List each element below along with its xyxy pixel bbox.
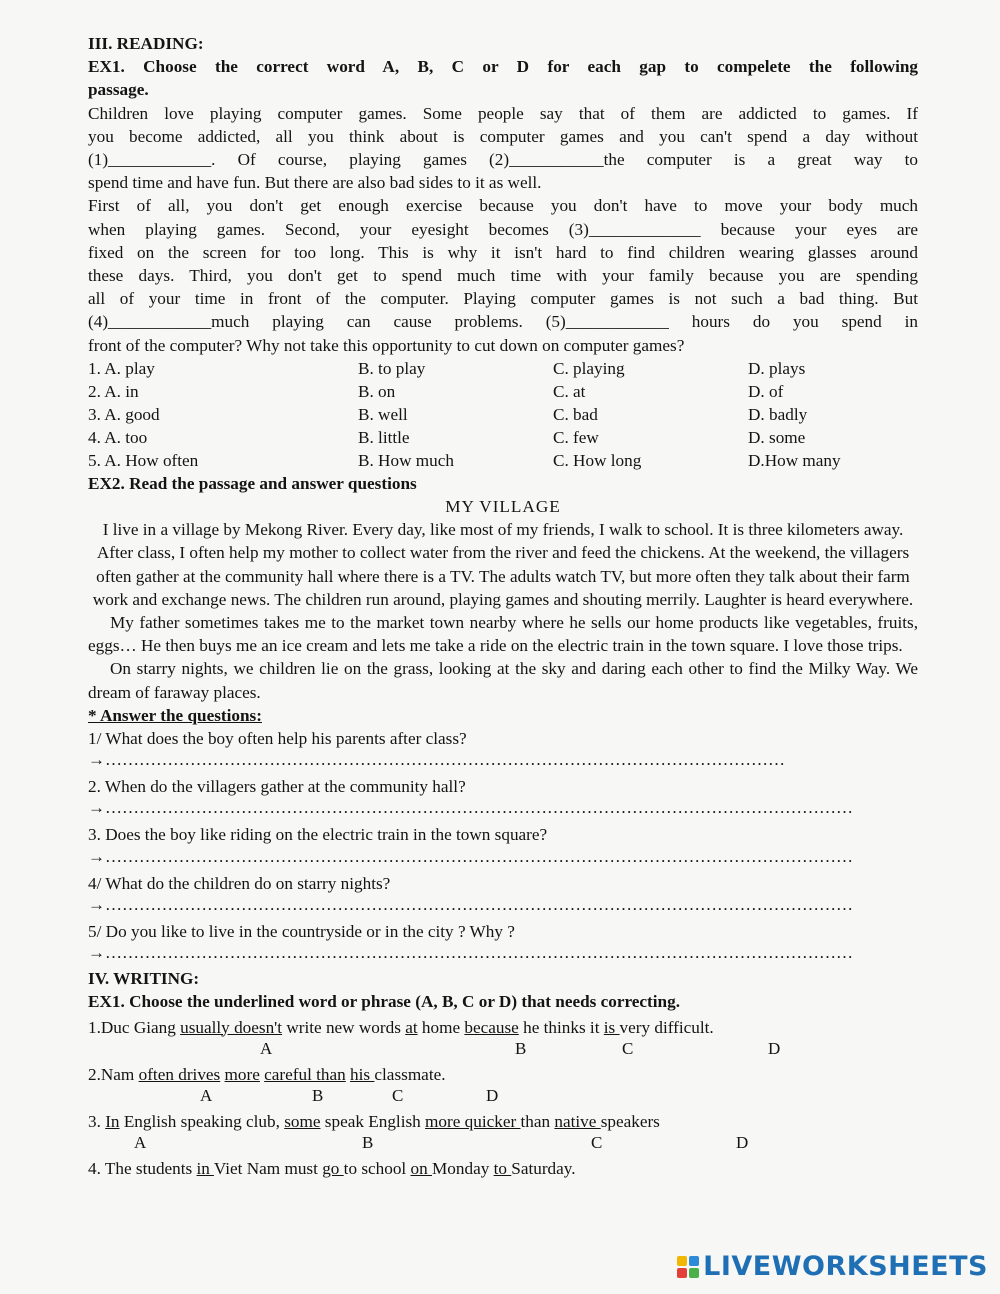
passage-line: when playing games. Second, your eyesight becomes (3)_____________ because your eyes are <box>88 219 918 239</box>
option-c-phrase[interactable]: on <box>410 1158 432 1178</box>
letter-d: D <box>486 1085 499 1105</box>
option-a[interactable]: 5. A. How often <box>88 450 199 470</box>
item-text: Saturday. <box>511 1158 576 1178</box>
question-5: 5/ Do you like to live in the countryside or in the city ? Why ? <box>88 921 515 941</box>
item-text: speak English <box>320 1111 426 1131</box>
option-d[interactable]: D. of <box>748 381 784 401</box>
liveworksheets-logo[interactable] <box>677 1251 988 1282</box>
option-b-phrase[interactable]: at <box>405 1017 418 1037</box>
item-text: Monday <box>432 1158 494 1178</box>
error-item-1 <box>88 1017 918 1039</box>
letter-a: A <box>200 1085 213 1105</box>
option-a-phrase[interactable]: often drives <box>138 1064 221 1084</box>
item-text: 1.Duc Giang <box>88 1017 181 1037</box>
passage-line: (4)____________much playing can cause problems. (5)____________ hours do you spend in <box>88 312 918 332</box>
passage-line: front of the computer? Why not take this opportunity to cut down on computer games? <box>88 335 685 355</box>
letter-b: B <box>515 1038 527 1058</box>
passage-line: fixed on the screen for too long. This is why it isn't hard to find children wearing glasses around <box>88 242 918 262</box>
ex2-title: EX2. Read the passage and answer questions <box>88 473 417 493</box>
letters-row-2 <box>88 1086 918 1108</box>
letters-row-3 <box>88 1133 918 1155</box>
item-text: 2.Nam <box>88 1064 139 1084</box>
arrow-icon: → <box>88 750 105 770</box>
option-row-4 <box>88 426 918 449</box>
passage-line: all of your time in front of the computer. Playing computer games is not such a bad thing. But <box>88 289 918 309</box>
error-item-4 <box>88 1158 918 1180</box>
option-c[interactable]: C. at <box>553 381 586 401</box>
story-paragraph-1: I live in a village by Mekong River. Every day, like most of my friends, I walk to school. It is three kilometers away. After class, I often help my mother to collect water from the river and feed the chickens. At the weekend, the villagers often gather at the community hall where there is a TV. The adults watch TV, but more often they talk about their farm work and exchange news. The children run around, playing games and shouting merrily. Laughter is heard everywhere. <box>92 520 914 609</box>
option-row-3 <box>88 403 918 426</box>
story-paragraph-2: My father sometimes takes me to the market town nearby where he sells our home products like vegetables, fruits, eggs… He then buys me an ice cream and lets me take a ride on the electric train in the town square. I love those trips. <box>88 613 918 656</box>
error-item-3 <box>88 1111 918 1133</box>
option-d[interactable]: D. some <box>748 427 806 447</box>
reading-heading: III. READING: <box>88 34 204 53</box>
passage-line: First of all, you don't get enough exercise because you don't have to move your body much <box>88 196 918 216</box>
option-d[interactable]: D. badly <box>748 404 808 424</box>
ex1-passage <box>88 102 918 357</box>
answer-line-1[interactable]: →………………………………………………………………………………………………………… <box>88 750 785 770</box>
letter-c: C <box>392 1085 404 1105</box>
option-d-phrase[interactable]: his <box>350 1064 375 1084</box>
item-text: Viet Nam must <box>213 1158 323 1178</box>
item-text: he thinks it <box>518 1017 604 1037</box>
logo-icon <box>677 1256 699 1278</box>
item-text: English speaking club, <box>119 1111 285 1131</box>
arrow-icon: → <box>88 894 105 914</box>
answer-line-3[interactable]: →…………………………………………………………………………………………………………………… <box>88 846 853 866</box>
option-b[interactable]: B. to play <box>358 358 426 378</box>
story-title: MY VILLAGE <box>445 497 561 517</box>
logo-square <box>689 1268 699 1278</box>
item-text: write new words <box>282 1017 406 1037</box>
option-b[interactable]: B. on <box>358 381 396 401</box>
passage-line: these days. Third, you don't get to spend much time with your family because you are spending <box>88 266 918 286</box>
writing-ex1-title: EX1. Choose the underlined word or phrase (A, B, C or D) that needs correcting. <box>88 992 680 1012</box>
arrow-icon: → <box>88 846 105 866</box>
option-d[interactable]: D.How many <box>748 450 841 470</box>
option-a-phrase[interactable]: usually doesn't <box>180 1017 283 1037</box>
option-a-phrase[interactable]: In <box>105 1111 120 1131</box>
option-d-phrase[interactable]: to <box>493 1158 512 1178</box>
item-text: very difficult. <box>619 1017 714 1037</box>
story-paragraph-3: On starry nights, we children lie on the grass, looking at the sky and daring each other to find the Milky Way. We dream of faraway places. <box>88 659 918 702</box>
answer-line-4[interactable]: →…………………………………………………………………………………………………………………… <box>88 894 853 914</box>
option-c[interactable]: C. bad <box>553 404 598 424</box>
passage-line: (1)____________. Of course, playing games (2)___________the computer is a great way to <box>88 150 918 170</box>
logo-square <box>677 1256 687 1266</box>
option-c[interactable]: C. How long <box>553 450 642 470</box>
answer-heading: * Answer the questions: <box>88 705 262 725</box>
arrow-icon: → <box>88 943 105 963</box>
answer-line-5[interactable]: →…………………………………………………………………………………………………………………… <box>88 943 853 963</box>
option-a[interactable]: 4. A. too <box>88 427 148 447</box>
error-item-2 <box>88 1064 918 1086</box>
option-c-phrase[interactable]: careful than <box>264 1064 346 1084</box>
ex1-options <box>88 357 918 472</box>
letter-d: D <box>736 1132 749 1152</box>
option-b-phrase[interactable]: more <box>224 1064 260 1084</box>
option-b[interactable]: B. little <box>358 427 410 447</box>
option-a[interactable]: 2. A. in <box>88 381 139 401</box>
question-4: 4/ What do the children do on starry nights? <box>88 873 391 893</box>
item-text: home <box>417 1017 465 1037</box>
option-c[interactable]: C. few <box>553 427 599 447</box>
option-b[interactable]: B. How much <box>358 450 454 470</box>
question-list <box>88 727 918 963</box>
item-text: 3. <box>88 1111 106 1131</box>
letters-row-1 <box>88 1039 918 1061</box>
option-c[interactable]: C. playing <box>553 358 625 378</box>
item-text: to school <box>343 1158 411 1178</box>
item-text: speakers <box>600 1111 660 1131</box>
option-a[interactable]: 3. A. good <box>88 404 160 424</box>
arrow-icon: → <box>88 798 105 818</box>
writing-heading: IV. WRITING: <box>88 969 200 989</box>
option-a-phrase[interactable]: in <box>196 1158 214 1178</box>
story-text <box>88 518 918 704</box>
letter-c: C <box>622 1038 634 1058</box>
item-text: 4. The students <box>88 1158 197 1178</box>
passage-line: spend time and have fun. But there are also bad sides to it as well. <box>88 173 542 193</box>
question-1: 1/ What does the boy often help his parents after class? <box>88 729 467 749</box>
option-b-phrase[interactable]: go <box>322 1158 344 1178</box>
option-b-phrase[interactable]: some <box>284 1111 321 1131</box>
logo-text: LIVEWORKSHEETS <box>703 1251 988 1282</box>
letter-a: A <box>134 1132 147 1152</box>
option-row-1 <box>88 357 918 380</box>
option-d-phrase[interactable]: native <box>554 1111 601 1131</box>
passage-line: Children love playing computer games. Some people say that of them are addicted to games. If <box>88 103 918 123</box>
letter-d: D <box>768 1038 781 1058</box>
answer-line-2[interactable]: →…………………………………………………………………………………………………………………… <box>88 798 853 818</box>
letter-c: C <box>591 1132 603 1152</box>
option-row-2 <box>88 380 918 403</box>
passage-line: you become addicted, all you think about is computer games and you can't spend a day without <box>88 126 918 146</box>
worksheet-page <box>88 32 918 1180</box>
logo-square <box>689 1256 699 1266</box>
item-text: than <box>520 1111 555 1131</box>
option-d-phrase[interactable]: is <box>603 1017 620 1037</box>
option-b[interactable]: B. well <box>358 404 408 424</box>
logo-square <box>677 1268 687 1278</box>
option-a[interactable]: 1. A. play <box>88 358 155 378</box>
letter-a: A <box>260 1038 273 1058</box>
option-row-5 <box>88 449 918 472</box>
option-d[interactable]: D. plays <box>748 358 806 378</box>
option-c-phrase[interactable]: because <box>464 1017 519 1037</box>
option-c-phrase[interactable]: more quicker <box>425 1111 521 1131</box>
ex1-title-line1: EX1. Choose the correct word A, B, C or D for each gap to compelete the following <box>88 57 918 77</box>
question-2: 2. When do the villagers gather at the community hall? <box>88 777 466 797</box>
letter-b: B <box>312 1085 324 1105</box>
question-3: 3. Does the boy like riding on the electric train in the town square? <box>88 825 548 845</box>
item-text: classmate. <box>374 1064 446 1084</box>
ex1-title-line2: passage. <box>88 80 149 100</box>
letter-b: B <box>362 1132 374 1152</box>
